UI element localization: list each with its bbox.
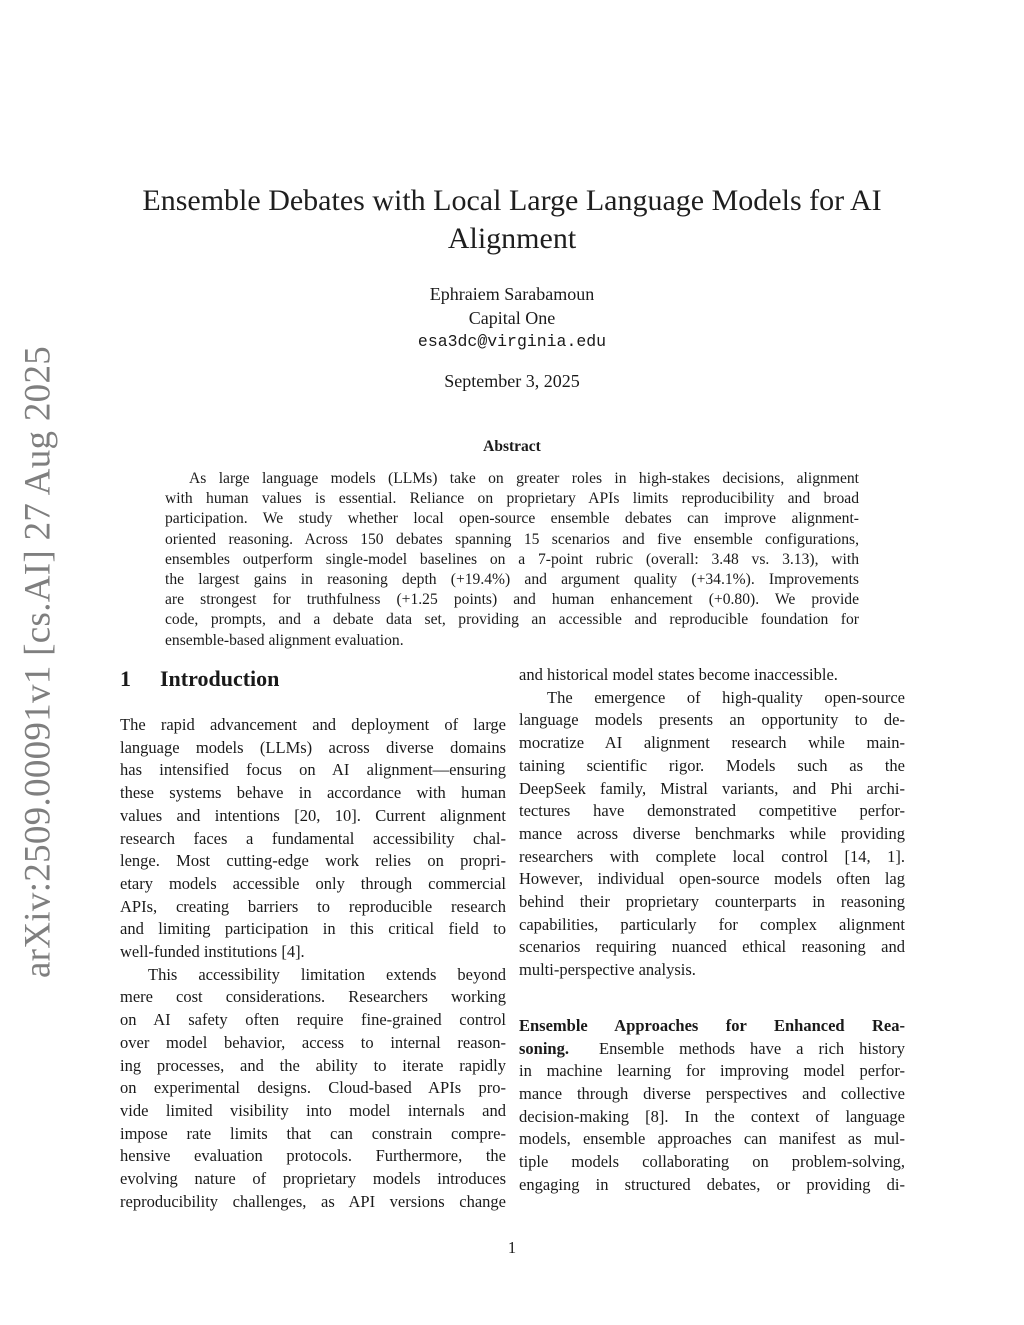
- author-block: [312, 282, 712, 354]
- text-line: multi-perspective analysis.: [519, 960, 696, 980]
- text-line: values and intentions [20, 10]. Current alignment: [120, 805, 506, 825]
- text-line: models, ensemble approaches can manifest as mul-: [519, 1129, 905, 1149]
- text-line: and historical model states become inaccessible.: [519, 665, 838, 684]
- text-line: evolving nature of proprietary models introduces: [120, 1169, 506, 1189]
- abstract-line: code, prompts, and a debate data set, providing an accessible and reproducible foundation for: [165, 611, 859, 629]
- text-line: on experimental designs. Cloud-based APIs pro-: [120, 1078, 506, 1098]
- abstract-line: with human values is essential. Reliance on proprietary APIs limits reproducibility and broad: [165, 490, 859, 508]
- paragraph: [519, 664, 905, 687]
- paragraph: [519, 687, 905, 982]
- text-line: ing processes, and the ability to iterate rapidly: [120, 1055, 506, 1075]
- author-affiliation: Capital One: [468, 308, 556, 328]
- left-column: [120, 664, 506, 1213]
- text-line: mere cost considerations. Researchers working: [120, 987, 506, 1007]
- text-line: mance through diverse perspectives and collective: [519, 1083, 905, 1103]
- publication-date: September 3, 2025: [444, 371, 580, 391]
- text-line: The emergence of high-quality open-source: [547, 687, 905, 707]
- text-line: researchers with complete local control [14, 1].: [519, 846, 905, 866]
- right-column: [519, 664, 905, 1196]
- text-line: well-funded institutions [4].: [120, 942, 305, 962]
- text-line: impose rate limits that can constrain compre-: [120, 1123, 506, 1143]
- text-line: reproducibility challenges, as API versions change: [120, 1191, 506, 1211]
- text-line: research faces a fundamental accessibility chal-: [120, 828, 506, 848]
- text-line: decision-making [8]. In the context of language: [519, 1106, 905, 1126]
- text-line: [519, 1038, 905, 1061]
- paragraph: [120, 714, 506, 964]
- text-run: Ensemble methods have a rich history: [599, 1038, 906, 1058]
- abstract-line: ensembles outperform single-model baselines on a 7-point rubric (overall: 3.48 vs. 3.13), with: [165, 550, 859, 568]
- abstract-body: [165, 469, 859, 651]
- text-line: and limiting participation in this critical field to: [120, 919, 506, 939]
- arxiv-identifier-stamp: arXiv:2509.00091v1 [cs.AI] 27 Aug 2025: [17, 345, 59, 979]
- text-line: lenge. Most cutting-edge work relies on propri-: [120, 851, 506, 871]
- text-line: hensive evaluation protocols. Furthermore, the: [120, 1146, 506, 1166]
- text-line: etary models accessible only through commercial: [120, 873, 506, 893]
- text-line: behind their proprietary counterparts in reasoning: [519, 892, 905, 912]
- text-line: DeepSeek family, Mistral variants, and Phi archi-: [519, 778, 905, 798]
- text-line: mance across diverse benchmarks while providing: [519, 823, 905, 843]
- title-line: Ensemble Debates with Local Large Language Models for AI: [142, 184, 882, 217]
- section-title: Introduction: [160, 666, 280, 691]
- text-line: APIs, creating barriers to reproducible research: [120, 896, 506, 916]
- text-line: The rapid advancement and deployment of large: [120, 715, 506, 734]
- abstract-line: the largest gains in reasoning depth (+19.4%) and argument quality (+34.1%). Improvements: [165, 571, 859, 589]
- subsection-heading-end: soning.: [519, 1038, 569, 1058]
- abstract-line: As large language models (LLMs) take on greater roles in high-stakes decisions, alignment: [189, 470, 859, 487]
- paper-title: [140, 182, 884, 258]
- text-line: over model behavior, access to internal reason-: [120, 1032, 506, 1052]
- text-line: tiple models collaborating on problem-solving,: [519, 1152, 905, 1172]
- text-line: mocratize AI alignment research while main-: [519, 733, 905, 753]
- paragraph: [120, 964, 506, 1214]
- text-line: tectures have demonstrated competitive perfor-: [519, 801, 905, 821]
- abstract-line: oriented reasoning. Across 150 debates spanning 15 scenarios and five ensemble configurations,: [165, 530, 859, 548]
- paragraph: [519, 1015, 905, 1197]
- text-line: on AI safety often require fine-grained control: [120, 1010, 506, 1030]
- text-line: vide limited visibility into model internals and: [120, 1100, 506, 1120]
- author-name: Ephraiem Sarabamoun: [429, 284, 595, 304]
- text-line: This accessibility limitation extends beyond: [148, 964, 506, 984]
- abstract-line: participation. We study whether local open-source ensemble debates can improve alignment-: [165, 510, 859, 528]
- text-line: these systems behave in accordance with human: [120, 783, 506, 803]
- section-number: 1: [120, 666, 131, 691]
- text-line: language models (LLMs) across diverse domains: [120, 737, 506, 757]
- abstract-heading: Abstract: [483, 438, 541, 455]
- text-line: engaging in structured debates, or providing di-: [519, 1174, 905, 1194]
- text-line: language models presents an opportunity to de-: [519, 710, 905, 730]
- text-line: has intensified focus on AI alignment—ensuring: [120, 760, 506, 780]
- text-line: taining scientific rigor. Models such as the: [519, 755, 905, 775]
- text-line: capabilities, particularly for complex alignment: [519, 914, 905, 934]
- abstract-line: ensemble-based alignment evaluation.: [165, 631, 404, 649]
- text-line: However, individual open-source models often lag: [519, 869, 905, 889]
- abstract-line: are strongest for truthfulness (+1.25 points) and human enhancement (+0.80). We provide: [165, 591, 859, 609]
- title-line: Alignment: [447, 222, 577, 255]
- text-line: scenarios requiring nuanced ethical reasoning and: [519, 937, 905, 957]
- paragraph-spacer: [519, 982, 905, 1015]
- subsection-heading: Ensemble Approaches for Enhanced Rea-: [519, 1015, 905, 1035]
- section-heading-introduction: [120, 664, 506, 694]
- page-number: 1: [507, 1238, 517, 1257]
- text-line: in machine learning for improving model perfor-: [519, 1061, 905, 1081]
- author-email[interactable]: esa3dc@virginia.edu: [417, 332, 607, 351]
